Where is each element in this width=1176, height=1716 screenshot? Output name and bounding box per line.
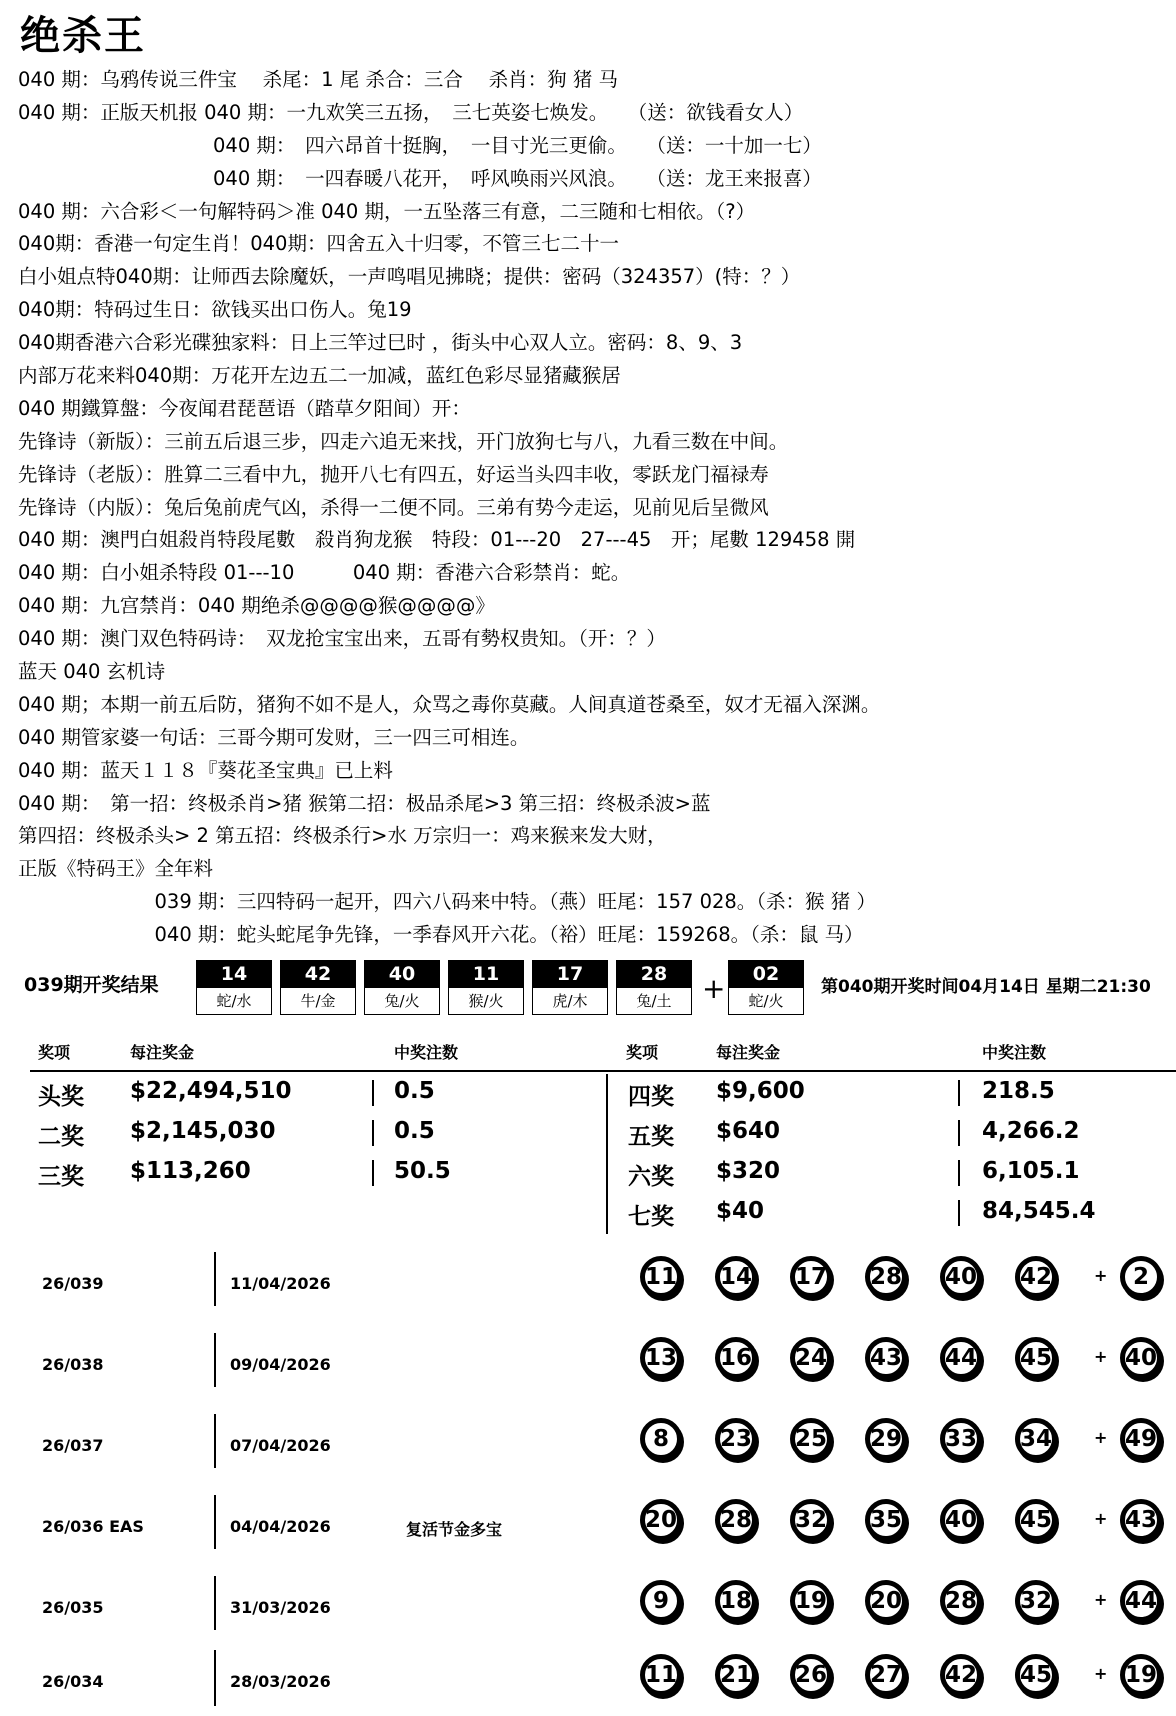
number-ball: 25 [790,1418,832,1460]
number-ball: 9 [640,1580,682,1622]
history-separator [214,1650,216,1706]
text-line: 039 期：三四特码一起开，四六八码来中特。（燕）旺尾：157 028。（杀：猴 猪 ） [18,890,876,914]
text-line: 先锋诗（新版）：三前五后退三步，四走六追无来找，开门放狗七与八，九看三数在中间。 [18,429,789,453]
plus-sign: + [1094,1347,1108,1366]
text-line: 040 期鐵算盤：今夜闻君琵琶语（踏草夕阳间）开： [18,396,471,420]
number-ball: 18 [715,1580,757,1622]
number-ball: 21 [715,1654,757,1696]
history-issue: 26/034 [42,1672,104,1691]
prize-name: 七奖 [628,1204,674,1230]
ball-number: 40 [364,960,440,988]
number-ball: 42 [940,1654,982,1696]
result-ball [532,960,608,1018]
prize-amount: $320 [716,1158,781,1184]
ball-number: 28 [616,960,692,988]
result-ball [196,960,272,1018]
history-row [0,1252,1176,1318]
text-line: 先锋诗（内版）：兔后兔前虎气凶，杀得一二便不同。三弟有势今走运，见前见后呈微风 [18,495,769,519]
ball-zodiac: 牛/金 [280,988,356,1015]
prize-count: 50.5 [394,1158,451,1184]
number-ball: 45 [1015,1654,1057,1696]
history-separator [214,1252,216,1306]
col-header: 中奖注数 [394,1043,459,1062]
prize-name: 六奖 [628,1164,674,1190]
column-separator [372,1160,374,1186]
prize-count: 218.5 [982,1078,1055,1104]
number-ball: 40 [940,1499,982,1541]
ball-number: 02 [728,960,804,988]
result-ball [280,960,356,1018]
text-line: 040期：特码过生日：欲钱买出口伤人。兔19 [18,298,412,322]
number-ball: 28 [865,1256,907,1298]
number-ball: 28 [940,1580,982,1622]
result-ball [448,960,524,1018]
number-ball: 20 [865,1580,907,1622]
text-line: 040 期：九宫禁肖：040 期绝杀@@@@猴@@@@》 [18,594,495,618]
column-separator [372,1120,374,1146]
history-separator [214,1414,216,1468]
number-ball: 19 [790,1580,832,1622]
special-number-ball: 40 [1120,1337,1162,1379]
history-date: 04/04/2026 [230,1517,331,1536]
history-separator [214,1576,216,1630]
prize-amount: $2,145,030 [130,1118,276,1144]
page-title: 绝杀王 [20,12,146,59]
history-row [0,1650,1176,1716]
history-separator [214,1333,216,1387]
prize-count: 84,545.4 [982,1198,1096,1224]
text-line: 040 期：蓝天１１８『葵花圣宝典』已上料 [18,758,393,782]
text-line: 040 期：六合彩＜一句解特码＞准 040 期，一五坠落三有意，二三随和七相依。（?） [18,199,756,223]
column-separator [958,1080,960,1106]
prize-name: 三奖 [38,1164,84,1190]
text-line: 第四招：终极杀头> 2 第五招：终极杀行>水 万宗归一：鸡来猴来发大财， [18,824,667,848]
number-ball: 13 [640,1337,682,1379]
col-header: 中奖注数 [982,1043,1047,1062]
prize-name: 五奖 [628,1124,674,1150]
text-line: 040 期：蛇头蛇尾争先锋，一季春风开六花。（裕）旺尾：159268。（杀：鼠 马） [18,923,864,947]
plus-sign: + [1094,1509,1108,1528]
prize-name: 四奖 [628,1084,674,1110]
result-ball [616,960,692,1018]
prize-amount: $113,260 [130,1158,251,1184]
number-ball: 45 [1015,1499,1057,1541]
number-ball: 20 [640,1499,682,1541]
history-date: 07/04/2026 [230,1436,331,1455]
history-separator [214,1495,216,1549]
text-line: 内部万花来料040期：万花开左边五二一加减，蓝红色彩尽显猪藏猴居 [18,364,621,388]
plus-sign: + [702,972,726,1005]
number-ball: 27 [865,1654,907,1696]
ball-number: 42 [280,960,356,988]
plus-sign: + [1094,1266,1108,1285]
text-line: 040 期；本期一前五后防，猪狗不如不是人，众骂之毒你莫藏。人间真道苍桑至，奴才无福入深渊。 [18,692,881,716]
number-ball: 32 [1015,1580,1057,1622]
number-ball: 35 [865,1499,907,1541]
number-ball: 34 [1015,1418,1057,1460]
text-line: 040 期管家婆一句话：三哥今期可发财，三一四三可相连。 [18,725,530,749]
text-line: 040 期：白小姐杀特段 01---10 040 期：香港六合彩禁肖：蛇。 [18,561,631,585]
special-number-ball: 44 [1120,1580,1162,1622]
col-header: 奖项 [38,1043,71,1062]
number-ball: 33 [940,1418,982,1460]
text-line: 蓝天 040 玄机诗 [18,660,166,684]
column-separator [958,1200,960,1226]
number-ball: 23 [715,1418,757,1460]
text-line: 040 期：澳門白姐殺肖特段尾數 殺肖狗龙猴 特段：01---20 27---45 开；尾數 129458 開 [18,528,856,552]
ball-zodiac: 猴/火 [448,988,524,1015]
column-separator [606,1074,608,1234]
prize-amount: $40 [716,1198,765,1224]
text-line: 先锋诗（老版）：胜算二三看中九，抛开八七有四五，好运当头四丰收，零跃龙门福禄寿 [18,462,769,486]
ball-zodiac: 兔/火 [364,988,440,1015]
next-draw-time: 第040期开奖时间04月14日 星期二21:30 [821,977,1151,997]
history-row [0,1333,1176,1399]
history-row [0,1495,1176,1561]
number-ball: 24 [790,1337,832,1379]
col-header: 每注奖金 [716,1043,781,1062]
text-line: 040 期： 一四春暖八花开， 呼风唤雨兴风浪。 （送：龙王来报喜） [18,166,822,190]
prize-amount: $22,494,510 [130,1078,292,1104]
number-ball: 40 [940,1256,982,1298]
table-divider [30,1070,1176,1072]
ball-number: 11 [448,960,524,988]
prize-count: 0.5 [394,1118,435,1144]
column-separator [372,1080,374,1106]
text-line: 040 期：正版天机报 040 期：一九欢笑三五扬， 三七英姿七焕发。 （送：欲钱看女人） [18,100,804,124]
number-ball: 11 [640,1654,682,1696]
ball-zodiac: 蛇/火 [728,988,804,1015]
text-line: 040 期：乌鸦传说三件宝 杀尾：1 尾 杀合：三合 杀肖：狗 猪 马 [18,68,619,91]
number-ball: 16 [715,1337,757,1379]
text-line: 040 期：澳门双色特码诗： 双龙抢宝宝出来，五哥有勢权贵知。（开：？） [18,627,666,651]
column-separator [958,1120,960,1146]
result-label: 039期开奖结果 [24,974,159,996]
plus-sign: + [1094,1664,1108,1683]
ball-number: 14 [196,960,272,988]
ball-zodiac: 虎/木 [532,988,608,1015]
prize-count: 0.5 [394,1078,435,1104]
special-number-ball: 2 [1120,1256,1162,1298]
number-ball: 42 [1015,1256,1057,1298]
prize-count: 6,105.1 [982,1158,1080,1184]
number-ball: 43 [865,1337,907,1379]
text-line: 正版《特码王》全年料 [18,857,214,881]
number-ball: 14 [715,1256,757,1298]
history-issue: 26/038 [42,1355,104,1374]
history-date: 11/04/2026 [230,1274,331,1293]
prize-amount: $9,600 [716,1078,805,1104]
prize-name: 头奖 [38,1084,84,1110]
text-line: 040 期： 四六昂首十挺胸， 一目寸光三更偷。 （送：一十加一七） [18,133,822,157]
plus-sign: + [1094,1428,1108,1447]
history-issue: 26/039 [42,1274,104,1293]
history-date: 31/03/2026 [230,1598,331,1617]
text-line: 040期：香港一句定生肖！040期：四舍五入十归零，不管三七二十一 [18,232,619,256]
col-header: 每注奖金 [130,1043,195,1062]
number-ball: 32 [790,1499,832,1541]
result-ball [364,960,440,1018]
special-number-ball: 43 [1120,1499,1162,1541]
number-ball: 44 [940,1337,982,1379]
history-issue: 26/036 EAS [42,1517,144,1536]
prize-amount: $640 [716,1118,781,1144]
special-ball [728,960,804,1018]
prize-name: 二奖 [38,1124,84,1150]
number-ball: 26 [790,1654,832,1696]
history-row [0,1576,1176,1642]
history-date: 28/03/2026 [230,1672,331,1691]
number-ball: 11 [640,1256,682,1298]
ball-zodiac: 兔/土 [616,988,692,1015]
text-line: 白小姐点特040期：让师西去除魔妖，一声鸣唱见拂晓；提供：密码（324357）(特：？） [18,265,801,289]
ball-zodiac: 蛇/水 [196,988,272,1015]
number-ball: 29 [865,1418,907,1460]
prize-table [0,1032,1176,1232]
text-line: 040 期： 第一招：终极杀肖>猪 猴第二招：极品杀尾>3 第三招：终极杀波>蓝 [18,791,711,815]
history-issue: 26/037 [42,1436,104,1455]
plus-sign: + [1094,1590,1108,1609]
ball-number: 17 [532,960,608,988]
text-line: 040期香港六合彩光碟独家料：日上三竿过巳时 ，街头中心双人立。密码：8、9、3 [18,331,743,355]
col-header: 奖项 [626,1043,659,1062]
content-lines [18,64,1168,952]
draw-result-bar [24,958,1176,1018]
column-separator [958,1160,960,1186]
number-ball: 45 [1015,1337,1057,1379]
history-row [0,1414,1176,1480]
number-ball: 17 [790,1256,832,1298]
special-number-ball: 49 [1120,1418,1162,1460]
number-ball: 8 [640,1418,682,1460]
history-issue: 26/035 [42,1598,104,1617]
number-ball: 28 [715,1499,757,1541]
history-date: 09/04/2026 [230,1355,331,1374]
special-number-ball: 19 [1120,1654,1162,1696]
history-note: 复活节金多宝 [406,1520,503,1539]
prize-count: 4,266.2 [982,1118,1080,1144]
